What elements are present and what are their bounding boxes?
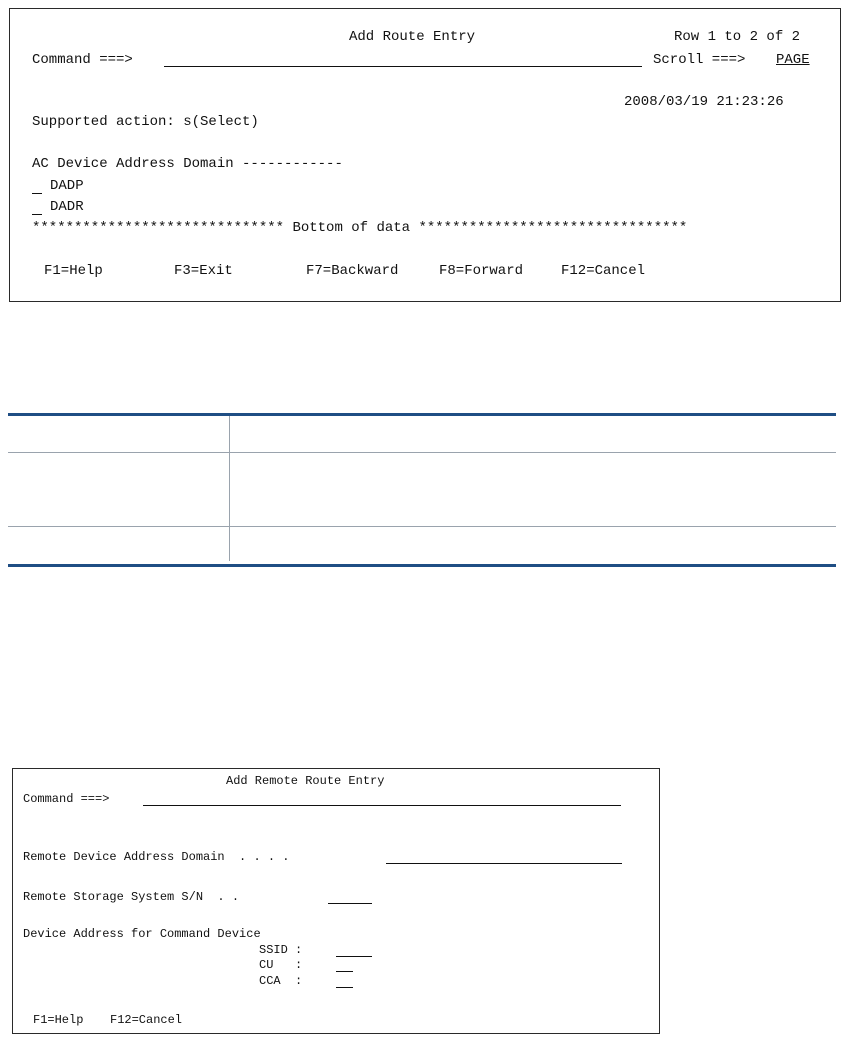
f8-forward-key[interactable]: F8=Forward [439, 263, 524, 279]
action-field-row-1[interactable] [32, 193, 42, 194]
scroll-label: Scroll ===> [653, 52, 746, 68]
panel-title: Add Remote Route Entry [226, 774, 385, 788]
table-cell [8, 527, 230, 562]
timestamp: 2008/03/19 21:23:26 [624, 94, 784, 110]
supported-action: Supported action: s(Select) [32, 114, 259, 130]
table-cell [8, 453, 230, 527]
table-row [8, 416, 836, 453]
add-route-entry-panel [9, 8, 841, 302]
table-cell [8, 416, 230, 453]
table-cell [230, 416, 837, 453]
remote-domain-input[interactable] [386, 863, 622, 864]
remote-domain-label: Remote Device Address Domain . . . . [23, 850, 290, 864]
row-info: Row 1 to 2 of 2 [674, 29, 801, 45]
f1-help-key[interactable]: F1=Help [33, 1013, 84, 1027]
command-input[interactable] [164, 66, 642, 67]
cu-label: CU : [259, 958, 303, 972]
table-row [8, 453, 836, 527]
f7-backward-key[interactable]: F7=Backward [306, 263, 399, 279]
cca-label: CCA : [259, 974, 303, 988]
f1-help-key[interactable]: F1=Help [44, 263, 103, 279]
table-cell [230, 453, 837, 527]
table-bottom-rule [8, 564, 836, 567]
command-label: Command ===> [23, 792, 110, 806]
f12-cancel-key[interactable]: F12=Cancel [110, 1013, 183, 1027]
f3-exit-key[interactable]: F3=Exit [174, 263, 233, 279]
ssid-label: SSID : [259, 943, 303, 957]
list-header: AC Device Address Domain ------------ [32, 156, 343, 172]
empty-table [8, 416, 836, 561]
bottom-of-data-marker: ****************************** Bottom of data ******************************** [32, 220, 688, 236]
cu-input[interactable] [336, 971, 353, 972]
list-item: DADR [50, 199, 84, 215]
command-label: Command ===> [32, 52, 133, 68]
cca-input[interactable] [336, 987, 353, 988]
f12-cancel-key[interactable]: F12=Cancel [561, 263, 646, 279]
table-row [8, 527, 836, 562]
remote-sn-input[interactable] [328, 903, 372, 904]
remote-sn-label: Remote Storage System S/N . . [23, 890, 240, 904]
action-field-row-2[interactable] [32, 214, 42, 215]
table-cell [230, 527, 837, 562]
ssid-input[interactable] [336, 956, 372, 957]
scroll-input[interactable]: PAGE [776, 52, 810, 68]
add-remote-route-entry-panel [12, 768, 660, 1034]
list-item: DADP [50, 178, 84, 194]
panel-title: Add Route Entry [349, 29, 476, 45]
command-input[interactable] [143, 805, 621, 806]
device-address-label: Device Address for Command Device [23, 927, 261, 941]
